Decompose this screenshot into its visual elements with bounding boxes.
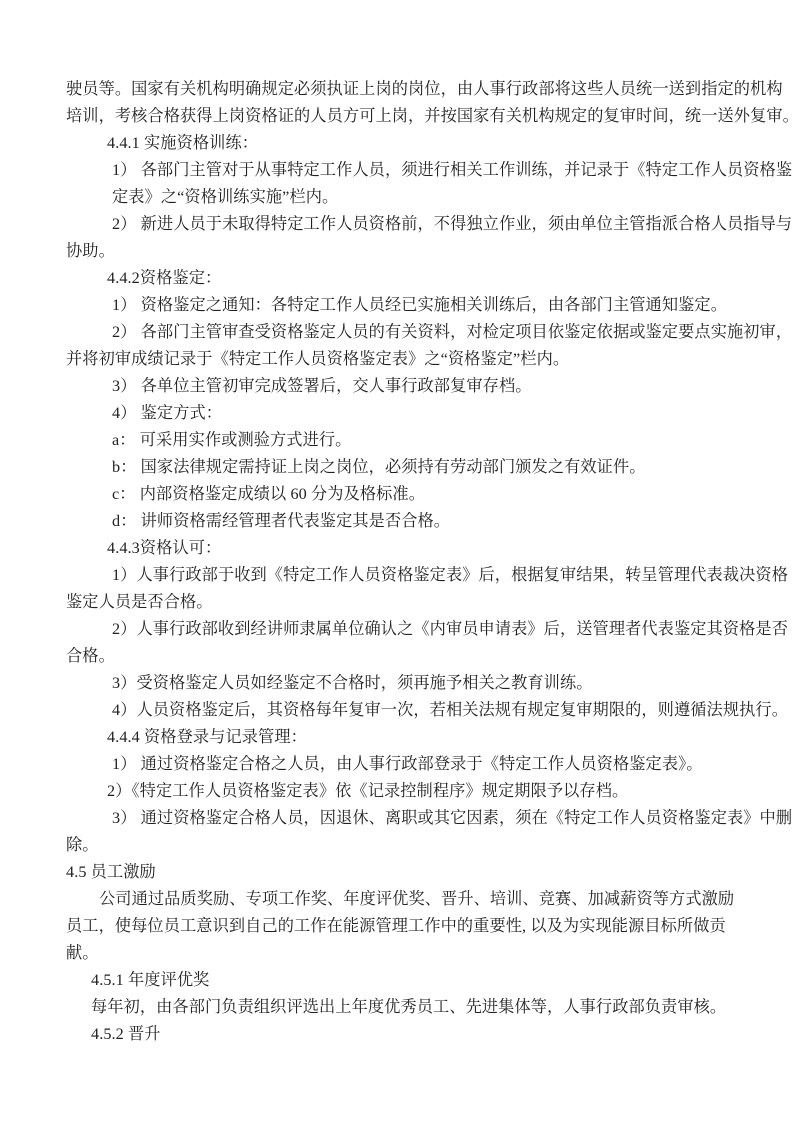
- text-line: 每年初，由各部门负责组织评选出上年度优秀员工、先进集体等，人事行政部负责审核。: [91, 998, 727, 1016]
- text-line: 2）人事行政部收到经讲师隶属单位确认之《内审员申请表》后，送管理者代表鉴定其资格是否: [112, 620, 788, 638]
- text-line: a： 可采用实作或测验方式进行。: [112, 431, 352, 449]
- text-line: 献。: [66, 944, 99, 962]
- text-line: 4.5.1 年度评优奖: [91, 971, 210, 989]
- text-line: 1） 各部门主管对于从事特定工作人员，须进行相关工作训练，并记录于《特定工作人员资格鉴: [112, 161, 793, 179]
- text-line: 公司通过品质奖励、专项工作奖、年度评优奖、晋升、培训、竞赛、加减薪资等方式激励: [99, 890, 735, 908]
- text-line: 培训，考核合格获得上岗资格证的人员方可上岗，并按国家有关机构规定的复审时间，统一送外复审。: [66, 107, 799, 125]
- text-line: 员工，使每位员工意识到自己的工作在能源管理工作中的重要性, 以及为实现能源目标所做贡: [66, 917, 726, 935]
- text-line: c： 内部资格鉴定成绩以 60 分为及格标准。: [112, 485, 425, 503]
- text-line: 4） 鉴定方式：: [112, 404, 223, 422]
- text-line: 协助。: [66, 242, 115, 260]
- text-line: 4.5 员工激励: [66, 863, 156, 881]
- text-line: b： 国家法律规定需持证上岗之岗位，必须持有劳动部门颁发之有效证件。: [112, 458, 646, 476]
- text-line: 鉴定人员是否合格。: [66, 593, 213, 611]
- text-line: 3） 各单位主管初审完成签署后，交人事行政部复审存档。: [112, 377, 532, 395]
- text-line: 4.5.2 晋升: [91, 1025, 161, 1043]
- text-line: 4.4.2资格鉴定：: [107, 269, 222, 287]
- text-line: 4.4.4 资格登录与记录管理：: [107, 728, 307, 746]
- text-line: d： 讲师资格需经管理者代表鉴定其是否合格。: [112, 512, 451, 530]
- text-line: 4）人员资格鉴定后，其资格每年复审一次，若相关法规有规定复审期限的，则遵循法规执行。: [112, 701, 788, 719]
- text-line: 除。: [66, 836, 99, 854]
- text-line: 2） 新进人员于未取得特定工作人员资格前，不得独立作业，须由单位主管指派合格人员指导与: [112, 215, 793, 233]
- text-line: 合格。: [66, 647, 115, 665]
- text-line: 2） 各部门主管审查受资格鉴定人员的有关资料，对检定项目依鉴定依据或鉴定要点实施初审，: [112, 323, 793, 341]
- text-line: 4.4.1 实施资格训练：: [107, 134, 259, 152]
- text-line: 1） 通过资格鉴定合格之人员，由人事行政部登录于《特定工作人员资格鉴定表》。: [112, 755, 703, 773]
- text-line: 2）《特定工作人员资格鉴定表》依《记录控制程序》规定期限予以存档。: [107, 782, 629, 800]
- text-line: 1）人事行政部于收到《特定工作人员资格鉴定表》后，根据复审结果，转呈管理代表裁决资格: [112, 566, 788, 584]
- text-line: 4.4.3资格认可：: [107, 539, 222, 557]
- document-lines: [0, 76, 800, 1048]
- text-line: 并将初审成绩记录于《特定工作人员资格鉴定表》之“资格鉴定”栏内。: [66, 350, 570, 368]
- text-line: 定表》之“资格训练实施”栏内。: [112, 188, 339, 206]
- text-line: 3） 通过资格鉴定合格人员，因退休、离职或其它因素，须在《特定工作人员资格鉴定表》中删: [112, 809, 793, 827]
- text-line: 驶员等。国家有关机构明确规定必须执证上岗的岗位，由人事行政部将这些人员统一送到指定的机构: [66, 80, 783, 98]
- text-line: 1） 资格鉴定之通知：各特定工作人员经已实施相关训练后，由各部门主管通知鉴定。: [112, 296, 727, 314]
- text-line: 3）受资格鉴定人员如经鉴定不合格时，须再施予相关之教育训练。: [112, 674, 593, 692]
